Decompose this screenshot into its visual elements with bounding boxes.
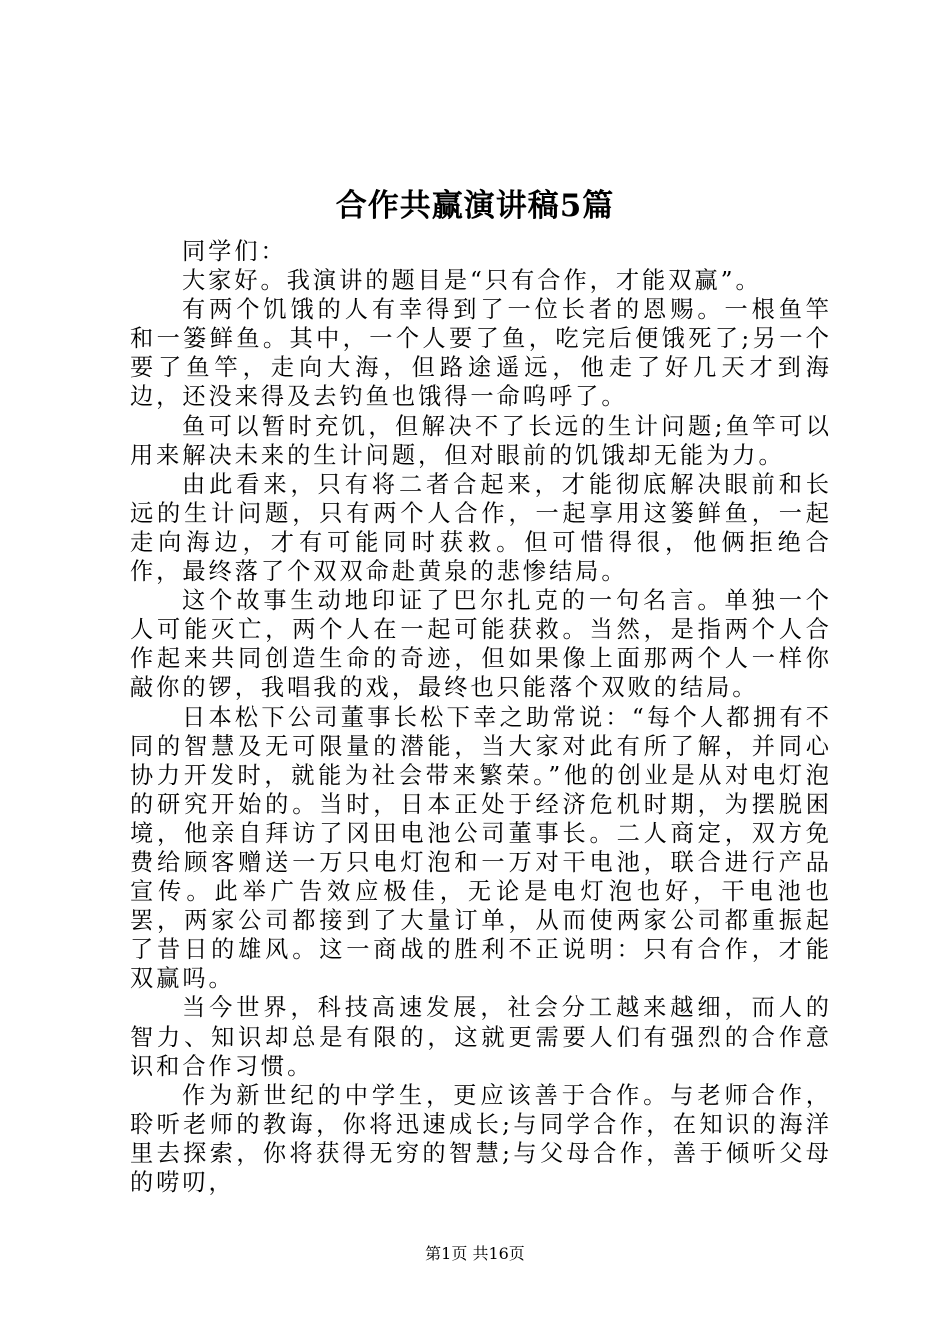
page-number-footer: 第1页 共16页 <box>425 1244 525 1263</box>
paragraph-intro: 大家好。我演讲的题目是“只有合作，才能双赢”。 <box>182 267 762 295</box>
paragraph-fish-and-rod: 鱼可以暂时充饥，但解决不了长远的生计问题;鱼竿可以用来解决未来的生计问题，但对眼前的饥饿却无能为力。 <box>130 412 832 469</box>
paragraph-conclusion-story: 由此看来，只有将二者合起来，才能彻底解决眼前和长远的生计问题，只有两个人合作，一起享用这篓鲜鱼，一起走向海边，才有可能同时获救。但可惜得很，他俩拒绝合作，最终落了个双双命赴黄泉的悲惨结局。 <box>130 470 832 586</box>
paragraph-balzac-quote: 这个故事生动地印证了巴尔扎克的一句名言。单独一个人可能灭亡，两个人在一起可能获救。当然，是指两个人合作起来共同创造生命的奇迹，但如果像上面那两个人一样你敲你的锣，我唱我的戏，最终也只能落个双败的结局。 <box>130 587 832 702</box>
paragraph-story: 有两个饥饿的人有幸得到了一位长者的恩赐。一根鱼竿和一篓鲜鱼。其中，一个人要了鱼，吃完后便饿死了;另一个要了鱼竿，走向大海，但路途遥远，他走了好几天才到海边，还没来得及去钓鱼也饿得一命呜呼了。 <box>130 296 832 411</box>
document-title: 合作共赢演讲稿5篇 <box>335 188 615 224</box>
paragraph-modern-world: 当今世界，科技高速发展，社会分工越来越细，而人的智力、知识却总是有限的，这就更需要人们有强烈的合作意识和合作习惯。 <box>130 994 832 1080</box>
document-body <box>130 237 832 1197</box>
paragraph-greeting: 同学们： <box>182 238 287 265</box>
paragraph-students: 作为新世纪的中学生，更应该善于合作。与老师合作，聆听老师的教诲，你将迅速成长;与同学合作，在知识的海洋里去探索，你将获得无穷的智慧;与父母合作，善于倾听父母的唠叨， <box>130 1081 832 1196</box>
paragraph-matsushita: 日本松下公司董事长松下幸之助常说：“每个人都拥有不同的智慧及无可限量的潜能，当大家对此有所了解，并同心协力开发时，就能为社会带来繁荣。”他的创业是从对电灯泡的研究开始的。当时，日本正处于经济危机时期，为摆脱困境，他亲自拜访了冈田电池公司董事长。二人商定，双方免费给顾客赠送一万只电灯泡和一万对干电池，联合进行产品宣传。此举广告效应极佳，无论是电灯泡也好，干电池也罢，两家公司都接到了大量订单，从而使两家公司都重振起了昔日的雄风。这一商战的胜利不正说明：只有合作，才能双赢吗。 <box>130 703 832 993</box>
